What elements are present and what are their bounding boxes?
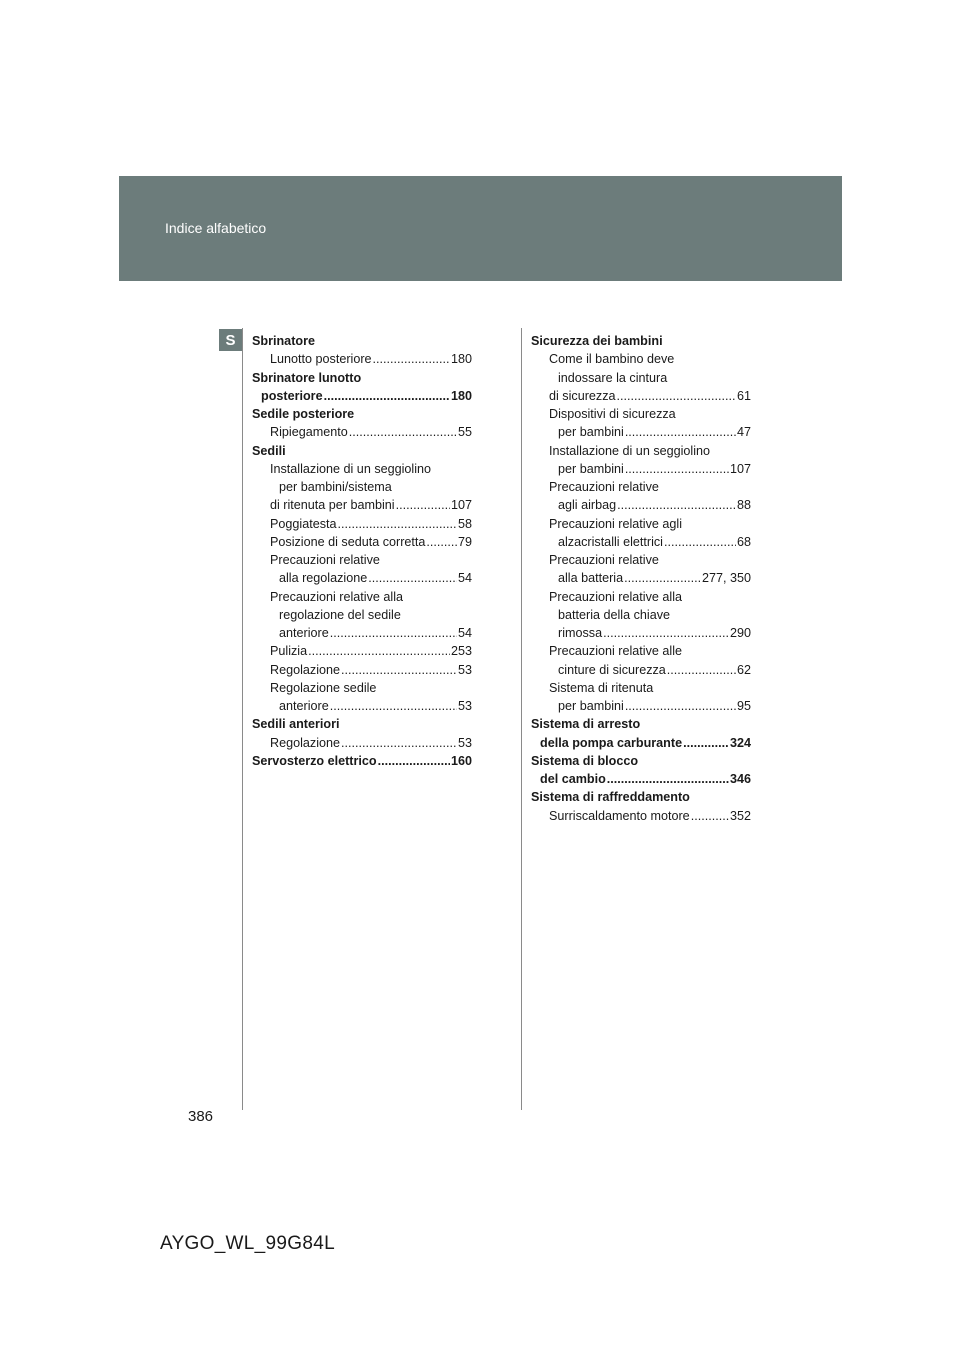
index-entry-text: Precauzioni relative xyxy=(549,480,659,494)
index-entry-text: Sedile posteriore xyxy=(252,407,355,421)
index-entry xyxy=(252,642,472,660)
index-entry-page: 277, 350 xyxy=(701,571,751,586)
dot-leader xyxy=(308,642,450,660)
index-entry-text: anteriore xyxy=(279,626,329,640)
dot-leader xyxy=(683,734,729,752)
index-entry-text: Pulizia xyxy=(270,644,308,659)
index-entry xyxy=(252,661,472,679)
index-entry xyxy=(252,387,472,405)
dot-leader xyxy=(338,515,457,533)
index-entry-text: di ritenuta per bambini xyxy=(270,498,395,513)
dot-leader xyxy=(625,460,729,478)
index-entry-page: 88 xyxy=(736,498,751,513)
index-entry-page: 180 xyxy=(450,352,472,367)
index-entry-text: Precauzioni relative xyxy=(549,553,659,567)
index-entry-text: Come il bambino deve xyxy=(549,352,675,367)
index-entry-page: 58 xyxy=(457,516,472,531)
index-entry-text: posteriore xyxy=(261,388,323,403)
index-entry xyxy=(252,332,472,350)
index-entry xyxy=(531,442,751,460)
dot-leader xyxy=(330,697,457,715)
index-entry-page: 352 xyxy=(729,808,751,823)
header-band xyxy=(119,176,842,281)
dot-leader xyxy=(341,661,457,679)
index-entry-text: Precauzioni relative xyxy=(270,553,380,567)
index-entry-text: Precauzioni relative alla xyxy=(549,589,683,604)
index-entry xyxy=(531,405,751,423)
index-entry xyxy=(531,460,751,478)
dot-leader xyxy=(349,423,457,441)
index-entry xyxy=(252,606,472,624)
index-entry xyxy=(531,715,751,733)
index-entry-text: Lunotto posteriore xyxy=(270,352,372,367)
index-entry xyxy=(252,679,472,697)
index-entry xyxy=(252,551,472,569)
index-entry xyxy=(252,460,472,478)
index-entry-text: alzacristalli elettrici xyxy=(558,534,663,549)
index-entry-text: Precauzioni relative alla xyxy=(270,589,404,604)
page-number: 386 xyxy=(188,1108,214,1125)
index-entry-text: Precauzioni relative agli xyxy=(549,516,683,531)
index-entry xyxy=(252,715,472,733)
index-entry-page: 47 xyxy=(736,425,751,440)
index-entry-page: 95 xyxy=(736,699,751,713)
dot-leader xyxy=(625,697,736,715)
index-entry-text: Servosterzo elettrico xyxy=(252,753,377,768)
index-entry-page: 180 xyxy=(450,388,472,403)
index-entry-text: Sistema di ritenuta xyxy=(549,680,654,695)
index-entry-page: 79 xyxy=(457,534,472,549)
index-entry xyxy=(531,423,751,441)
index-entry-text: Sbrinatore xyxy=(252,334,315,348)
index-entry-page: 54 xyxy=(457,626,472,640)
index-entry-text: Regolazione xyxy=(270,735,341,750)
index-entry xyxy=(531,770,751,788)
index-entry-page: 253 xyxy=(450,644,472,659)
column-divider-left xyxy=(242,328,243,1110)
index-entry xyxy=(531,606,751,624)
index-entry xyxy=(531,569,751,587)
index-entry xyxy=(252,588,472,606)
index-entry-text: agli airbag xyxy=(558,498,617,513)
index-letter-tab: S xyxy=(219,329,242,351)
dot-leader xyxy=(691,807,729,825)
dot-leader xyxy=(426,533,457,551)
index-entry xyxy=(531,807,751,825)
index-entry xyxy=(531,788,751,806)
index-entry xyxy=(531,642,751,660)
index-entry-page: 324 xyxy=(729,735,751,750)
index-entry-page: 61 xyxy=(736,388,751,403)
index-entry-text: Installazione di un seggiolino xyxy=(270,461,432,476)
dot-leader xyxy=(324,387,450,405)
index-entry-text: per bambini/sistema xyxy=(279,480,392,494)
index-entry-page: 107 xyxy=(450,498,472,513)
index-entry-page: 54 xyxy=(457,571,472,586)
dot-leader xyxy=(330,624,457,642)
section-title: Indice alfabetico xyxy=(165,220,267,236)
index-entry-text: Precauzioni relative alle xyxy=(549,644,683,659)
index-entry-page: 53 xyxy=(457,699,472,713)
index-entry-text: Surriscaldamento motore xyxy=(549,808,690,823)
index-entry-text: Regolazione sedile xyxy=(270,680,377,695)
index-entry-text: Sbrinatore lunotto xyxy=(252,370,362,385)
index-entry-text: Sedili anteriori xyxy=(252,717,340,732)
index-entry-text: Poggiatesta xyxy=(270,516,337,531)
index-entry-text: della pompa carburante xyxy=(540,735,683,750)
dot-leader xyxy=(607,770,729,788)
index-entry xyxy=(252,442,472,460)
dot-leader xyxy=(664,533,736,551)
dot-leader xyxy=(603,624,729,642)
index-entry xyxy=(531,752,751,770)
index-entry-page: 68 xyxy=(736,534,751,549)
index-entry xyxy=(531,679,751,697)
index-entry xyxy=(531,661,751,679)
index-entry-text: anteriore xyxy=(279,699,329,713)
index-entry-text: Regolazione xyxy=(270,662,341,677)
index-column-1 xyxy=(252,332,472,770)
index-entry-text: Dispositivi di sicurezza xyxy=(549,407,676,421)
index-entry-page: 62 xyxy=(736,662,751,677)
index-entry-text: per bambini xyxy=(558,699,624,713)
index-entry xyxy=(252,624,472,642)
index-entry xyxy=(531,478,751,496)
index-entry xyxy=(252,423,472,441)
index-entry-page: 55 xyxy=(457,425,472,440)
index-entry xyxy=(252,478,472,496)
index-entry-text: Sicurezza dei bambini xyxy=(531,334,663,348)
index-entry xyxy=(252,496,472,514)
dot-leader xyxy=(396,496,450,514)
index-entry xyxy=(531,624,751,642)
column-divider-middle xyxy=(521,328,522,1110)
index-entry-page: 290 xyxy=(729,626,751,640)
dot-leader xyxy=(373,350,450,368)
dot-leader xyxy=(667,661,736,679)
index-entry-text: Sistema di arresto xyxy=(531,717,641,732)
index-entry-text: per bambini xyxy=(558,425,624,440)
dot-leader xyxy=(617,387,736,405)
index-entry-text: alla batteria xyxy=(558,571,624,586)
index-entry-page: 346 xyxy=(729,772,751,786)
index-entry-page: 53 xyxy=(457,735,472,750)
index-entry xyxy=(531,734,751,752)
index-entry xyxy=(531,350,751,368)
index-entry xyxy=(531,369,751,387)
dot-leader xyxy=(378,752,450,770)
index-entry xyxy=(252,569,472,587)
index-entry xyxy=(252,734,472,752)
document-code: AYGO_WL_99G84L xyxy=(160,1233,335,1254)
index-entry xyxy=(252,515,472,533)
index-entry xyxy=(531,533,751,551)
dot-leader xyxy=(368,569,457,587)
index-entry-text: Ripiegamento xyxy=(270,425,348,440)
index-entry-text: rimossa xyxy=(558,626,603,640)
index-entry-text: Sistema di raffreddamento xyxy=(531,790,690,805)
index-entry-text: del cambio xyxy=(540,772,606,786)
index-entry-text: Posizione di seduta corretta xyxy=(270,534,426,549)
index-entry-text: di sicurezza xyxy=(549,388,616,403)
index-entry-page: 107 xyxy=(729,461,751,476)
index-entry xyxy=(531,387,751,405)
index-entry-page: 53 xyxy=(457,662,472,677)
index-entry-text: indossare la cintura xyxy=(558,370,668,385)
index-entry xyxy=(252,350,472,368)
index-entry xyxy=(531,496,751,514)
index-entry-text: Sistema di blocco xyxy=(531,753,639,768)
index-entry xyxy=(531,332,751,350)
index-entry-text: regolazione del sedile xyxy=(279,607,401,622)
index-entry xyxy=(252,752,472,770)
index-column-2 xyxy=(531,332,751,825)
index-entry xyxy=(252,697,472,715)
index-entry-text: Sedili xyxy=(252,443,286,458)
dot-leader xyxy=(617,496,736,514)
index-entry-text: alla regolazione xyxy=(279,571,368,586)
index-entry xyxy=(531,515,751,533)
dot-leader xyxy=(625,423,736,441)
index-entry xyxy=(531,551,751,569)
index-entry xyxy=(252,369,472,387)
index-entry-text: batteria della chiave xyxy=(558,607,671,622)
index-entry-text: per bambini xyxy=(558,461,624,476)
index-entry xyxy=(252,533,472,551)
dot-leader xyxy=(341,734,457,752)
index-entry-text: cinture di sicurezza xyxy=(558,662,666,677)
index-entry-text: Installazione di un seggiolino xyxy=(549,443,711,458)
index-entry xyxy=(252,405,472,423)
index-entry xyxy=(531,697,751,715)
index-entry-page: 160 xyxy=(450,753,472,768)
index-entry xyxy=(531,588,751,606)
dot-leader xyxy=(624,569,701,587)
